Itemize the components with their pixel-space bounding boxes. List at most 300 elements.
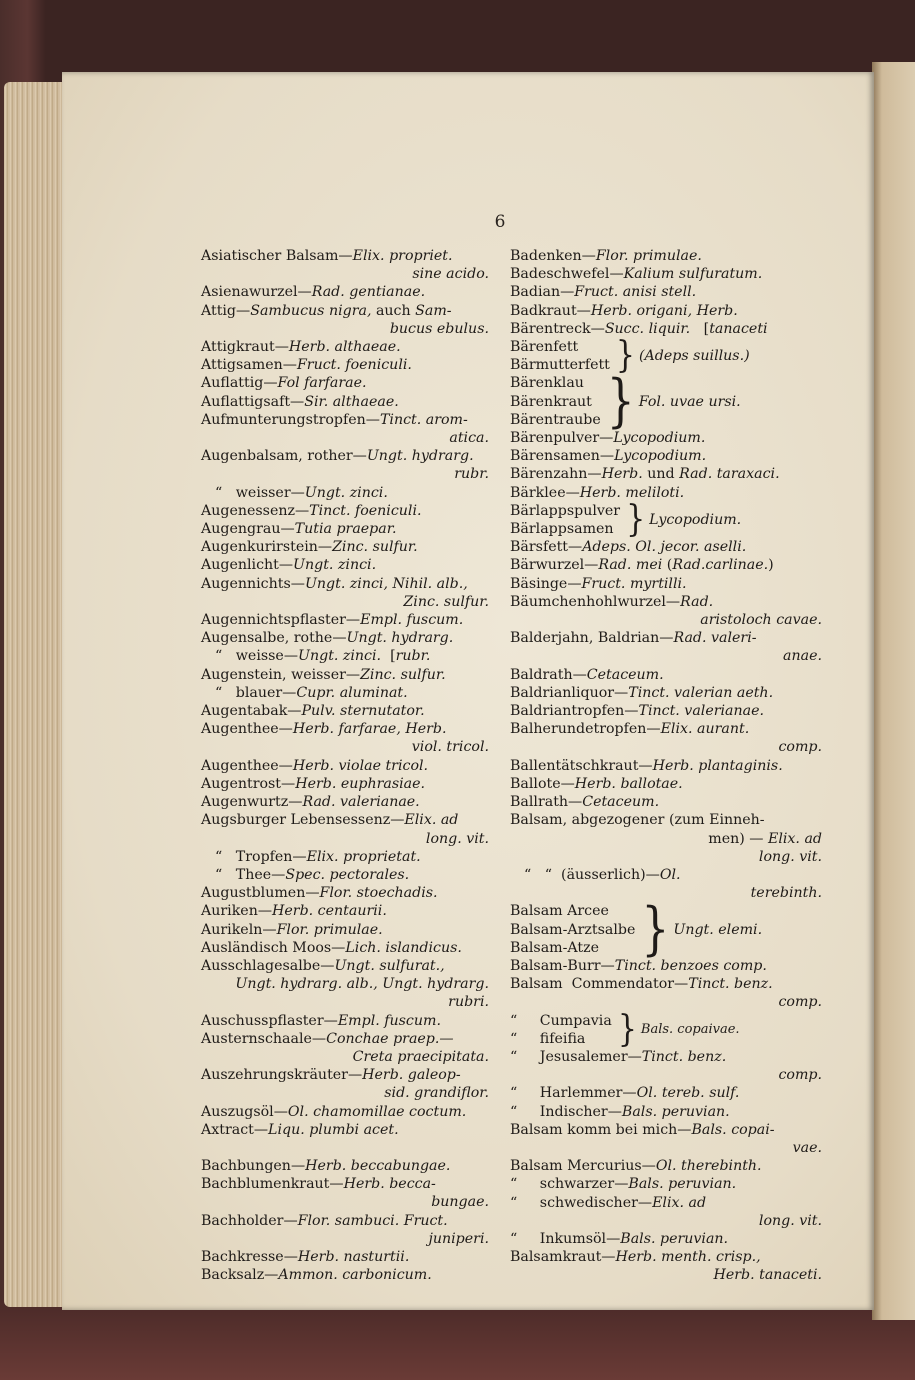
entry-reference: Pulv. sternutator. bbox=[301, 703, 425, 720]
entry-line bbox=[201, 447, 489, 465]
entry-line bbox=[201, 356, 489, 374]
entry-term: Bachblumenkraut— bbox=[201, 1176, 344, 1193]
brace-entry bbox=[510, 895, 822, 963]
right-column bbox=[510, 247, 822, 1285]
entry-term: Badeschwefel— bbox=[510, 266, 624, 283]
entry-term: Auschusspflaster— bbox=[201, 1012, 338, 1029]
entry-reference: Tinct. arom- bbox=[379, 411, 468, 428]
entry-reference: long. vit. bbox=[758, 1212, 822, 1229]
entry-reference: Empl. fuscum. bbox=[360, 612, 464, 629]
entry-term: Bärwurzel— bbox=[510, 557, 599, 574]
entry-line bbox=[201, 320, 489, 338]
entry-line bbox=[201, 1066, 489, 1084]
entry-term: Balherundetropfen— bbox=[510, 721, 661, 738]
entry-term: Augenthee— bbox=[201, 721, 293, 738]
entry-line bbox=[201, 411, 489, 429]
entry-line bbox=[201, 902, 489, 920]
entry-reference: terebinth. bbox=[750, 885, 822, 902]
entry-line bbox=[510, 866, 822, 884]
entry-term: Badkraut— bbox=[510, 302, 591, 319]
entry-term: Augensalbe, rothe— bbox=[201, 630, 347, 647]
entry-term: Bachkresse— bbox=[201, 1248, 298, 1265]
entry-line bbox=[510, 702, 822, 720]
entry-line bbox=[201, 993, 489, 1011]
entry-reference: Cetaceum. bbox=[582, 794, 660, 811]
entry-term: Bärklee— bbox=[510, 484, 580, 501]
entry-term: Attigkraut— bbox=[201, 339, 289, 356]
entry-term: Baldrath— bbox=[510, 666, 587, 683]
entry-reference: vae. bbox=[792, 1139, 822, 1156]
entry-reference: comp. bbox=[778, 1067, 822, 1084]
entry-reference: Sir. althaeae. bbox=[304, 393, 399, 410]
entry-reference: sine acido. bbox=[412, 266, 489, 283]
entry-line bbox=[201, 1230, 489, 1248]
entry-reference: sid. grandiflor. bbox=[384, 1085, 489, 1102]
brace-symbol: } bbox=[606, 367, 635, 435]
entry-line bbox=[510, 1084, 822, 1102]
entry-reference: comp. bbox=[778, 994, 822, 1011]
entry-reference: Herb. farfarae, Herb. bbox=[292, 721, 447, 738]
entry-line bbox=[510, 975, 822, 993]
entry-reference: Ungt. hydrarg. bbox=[346, 630, 454, 647]
entry-reference: Zinc. sulfur. bbox=[403, 593, 489, 610]
entry-reference: Tinct. valerian aeth. bbox=[628, 684, 774, 701]
entry-term: Balsam, abgezogener (zum Einneh- bbox=[510, 812, 765, 829]
entry-term: Balsamkraut— bbox=[510, 1249, 616, 1266]
entry-term: Balsam komm bei mich— bbox=[510, 1121, 692, 1138]
entry-reference: comp. bbox=[778, 739, 822, 756]
entry-line bbox=[510, 775, 822, 793]
entry-line bbox=[510, 283, 822, 301]
entry-reference: Herb. nasturtii. bbox=[297, 1248, 410, 1265]
entry-term: Augenstein, weisser— bbox=[201, 666, 361, 683]
brace-item: Balsam Arcee bbox=[510, 903, 609, 920]
entry-line bbox=[201, 1266, 489, 1284]
entry-term: Attigsamen— bbox=[201, 357, 297, 374]
entry-line bbox=[510, 647, 822, 665]
entry-term: “ Thee— bbox=[215, 866, 286, 883]
entry-reference: viol. tricol. bbox=[411, 739, 489, 756]
entry-reference: Herb. galeop- bbox=[362, 1067, 461, 1084]
entry-reference: Ungt. hydrarg. alb., Ungt. hydrarg. bbox=[235, 976, 489, 993]
entry-term: Ballrath— bbox=[510, 794, 583, 811]
entry-reference: Tinct. benz. bbox=[641, 1048, 727, 1065]
entry-term: Auflattig— bbox=[201, 375, 278, 392]
entry-reference: Elix. aurant. bbox=[660, 721, 750, 738]
page-number: 6 bbox=[494, 212, 506, 232]
entry-reference: Elix. propriet. bbox=[352, 248, 453, 264]
entry-line bbox=[510, 1103, 822, 1121]
entry-reference: Elix. ad bbox=[404, 812, 459, 829]
brace-entry bbox=[510, 334, 822, 377]
entry-reference: Rad.carlinae. bbox=[672, 557, 769, 574]
entry-term: Bärensamen— bbox=[510, 448, 615, 465]
entry-term: men) — bbox=[708, 830, 768, 847]
entry-reference: Lich. islandicus. bbox=[345, 939, 462, 956]
entry-term: Augennichts— bbox=[201, 575, 305, 592]
entry-reference: tanaceti bbox=[709, 320, 768, 337]
entry-reference: Ungt. zinci. bbox=[298, 648, 382, 665]
entry-reference: Herb. meliloti. bbox=[579, 484, 685, 501]
left-column bbox=[201, 247, 489, 1284]
entry-reference: Ol. bbox=[659, 866, 681, 883]
entry-reference: Herb. euphrasiae. bbox=[295, 775, 426, 792]
entry-term: Attig— bbox=[201, 302, 251, 319]
entry-term: Balsam-Burr— bbox=[510, 957, 615, 974]
entry-term: Ballote— bbox=[510, 775, 575, 792]
entry-reference: Bals. peruvian. bbox=[620, 1230, 729, 1247]
entry-reference: Tutia praepar. bbox=[294, 521, 397, 538]
entry-term: Bärentreck— bbox=[510, 320, 605, 337]
entry-reference: Ungt. zinci. bbox=[293, 557, 377, 574]
entry-reference: Rad. bbox=[680, 593, 714, 610]
entry-term: Bäumchenhohlwurzel— bbox=[510, 593, 681, 610]
entry-line bbox=[201, 1193, 489, 1211]
entry-line bbox=[201, 811, 489, 829]
entry-line bbox=[201, 1212, 489, 1230]
section-gap bbox=[201, 1139, 489, 1157]
entry-line bbox=[201, 538, 489, 556]
entry-reference: Elix. ad bbox=[652, 1194, 707, 1211]
entry-term: Ballentätschkraut— bbox=[510, 757, 653, 774]
entry-reference: Empl. fuscum. bbox=[337, 1012, 441, 1029]
brace-item: Balsam-Atze bbox=[510, 939, 599, 956]
entry-term: “ “ (äusserlich)— bbox=[524, 866, 660, 883]
entry-line bbox=[510, 629, 822, 647]
entry-line bbox=[510, 757, 822, 775]
entry-line bbox=[201, 1103, 489, 1121]
entry-reference: bucus ebulus. bbox=[389, 320, 489, 337]
entry-line bbox=[510, 684, 822, 702]
entry-line bbox=[510, 1121, 822, 1139]
entry-term: Augenbalsam, rother— bbox=[201, 448, 367, 465]
entry-line bbox=[201, 429, 489, 447]
entry-reference: juniperi. bbox=[428, 1230, 489, 1247]
entry-line bbox=[510, 465, 822, 483]
brace-item: Bärlappspulver bbox=[510, 502, 621, 519]
entry-line bbox=[510, 793, 822, 811]
entry-reference: Herb. menth. crisp., bbox=[615, 1249, 761, 1266]
entry-reference: Bals. copaivae. bbox=[640, 1021, 740, 1037]
entry-line bbox=[510, 575, 822, 593]
entry-reference: Herb. becca- bbox=[343, 1176, 436, 1193]
entry-term: Bäsinge— bbox=[510, 575, 582, 592]
entry-line bbox=[201, 775, 489, 793]
entry-line bbox=[201, 629, 489, 647]
entry-term: Auriken— bbox=[201, 903, 273, 920]
entry-reference: Herb. centaurii. bbox=[272, 903, 387, 920]
entry-term: “ schwedischer— bbox=[510, 1194, 653, 1211]
entry-line bbox=[510, 247, 822, 265]
entry-reference: Rad. valerianae. bbox=[302, 794, 420, 811]
entry-line bbox=[201, 793, 489, 811]
entry-reference: Flor. primulae. bbox=[276, 921, 383, 938]
entry-term: Asiatischer Balsam— bbox=[201, 248, 353, 264]
entry-line bbox=[201, 1012, 489, 1030]
entry-reference: Fruct. anisi stell. bbox=[574, 284, 697, 301]
entry-line bbox=[201, 939, 489, 957]
entry-line bbox=[201, 484, 489, 502]
entry-line bbox=[201, 684, 489, 702]
brace-symbol: } bbox=[626, 498, 646, 541]
entry-term: Augentrost— bbox=[201, 775, 296, 792]
entry-term: Augennichtspflaster— bbox=[201, 612, 361, 629]
entry-term: Bärsfett— bbox=[510, 539, 583, 556]
entry-term: Augenkurirstein— bbox=[201, 539, 333, 556]
brace-symbol: } bbox=[617, 1008, 637, 1051]
entry-line bbox=[201, 720, 489, 738]
entry-reference: Ungt. elemi. bbox=[673, 921, 763, 938]
entry-line bbox=[510, 1194, 822, 1212]
entry-reference: Ungt. sulfurat., bbox=[334, 957, 445, 974]
entry-term: ) bbox=[768, 557, 774, 574]
entry-line bbox=[201, 866, 489, 884]
entry-reference: aristoloch cavae. bbox=[700, 612, 822, 629]
entry-reference: Ammon. carbonicum. bbox=[278, 1267, 432, 1284]
brace-entry bbox=[510, 367, 822, 435]
entry-line bbox=[510, 611, 822, 629]
entry-reference: Fol. uvae ursi. bbox=[638, 393, 741, 410]
entry-reference: Lycopodium. bbox=[613, 430, 706, 447]
entry-reference: Rad. valeri- bbox=[673, 630, 757, 647]
entry-term: “ Tropfen— bbox=[215, 848, 307, 865]
entry-line bbox=[510, 429, 822, 447]
entry-term: Bärenzahn— bbox=[510, 466, 602, 483]
entry-line bbox=[201, 575, 489, 593]
entry-reference: anae. bbox=[783, 648, 822, 665]
entry-reference: bungae. bbox=[431, 1194, 489, 1211]
entry-reference: Conchae praep.— bbox=[326, 1030, 454, 1047]
entry-reference: Adeps. Ol. jecor. aselli. bbox=[582, 539, 747, 556]
brace-item: Bärentraube bbox=[510, 411, 601, 428]
entry-reference: Fruct. foeniculi. bbox=[296, 357, 412, 374]
brace-item: “ fifeifia bbox=[510, 1030, 586, 1047]
entry-line bbox=[510, 1230, 822, 1248]
entry-reference: Cetaceum. bbox=[586, 666, 664, 683]
entry-line bbox=[201, 393, 489, 411]
entry-line bbox=[201, 611, 489, 629]
entry-reference: Herb. origani, Herb. bbox=[590, 302, 738, 319]
entry-term: “ blauer— bbox=[215, 684, 297, 701]
entry-term: Aufmunterungstropfen— bbox=[201, 411, 380, 428]
facing-page-edge bbox=[872, 62, 915, 1320]
entry-term: Balsam Mercurius— bbox=[510, 1158, 656, 1175]
entry-term: Baldriantropfen— bbox=[510, 703, 639, 720]
entry-reference: rubr. bbox=[454, 466, 489, 483]
entry-term: auch bbox=[371, 302, 416, 319]
entry-line bbox=[510, 538, 822, 556]
entry-reference: (Adeps suillus.) bbox=[638, 348, 750, 365]
entry-line bbox=[201, 1157, 489, 1175]
entry-line bbox=[201, 702, 489, 720]
entry-term: “ weisse— bbox=[215, 648, 299, 665]
entry-term: und bbox=[642, 466, 680, 483]
entry-term: Augustblumen— bbox=[201, 885, 320, 902]
entry-term: “ Inkumsöl— bbox=[510, 1230, 621, 1247]
entry-reference: Herb. bbox=[601, 466, 643, 483]
entry-term: Augsburger Lebensessenz— bbox=[201, 812, 405, 829]
entry-reference: Fruct. myrtilli. bbox=[581, 575, 687, 592]
entry-reference: Herb. ballotae. bbox=[574, 775, 683, 792]
entry-line bbox=[201, 1084, 489, 1102]
entry-reference: Succ. liquir. bbox=[604, 320, 691, 337]
entry-reference: Rad. gentianae. bbox=[311, 284, 426, 301]
entry-term: Augentabak— bbox=[201, 703, 302, 720]
entry-reference: Liqu. plumbi acet. bbox=[268, 1121, 399, 1138]
entry-line bbox=[510, 302, 822, 320]
entry-line bbox=[201, 338, 489, 356]
entry-reference: Kalium sulfuratum. bbox=[623, 266, 763, 283]
entry-line bbox=[201, 757, 489, 775]
entry-line bbox=[201, 830, 489, 848]
entry-line bbox=[201, 921, 489, 939]
entry-reference: Herb. tanaceti. bbox=[713, 1267, 822, 1284]
entry-term: Balsam Commendator— bbox=[510, 976, 689, 993]
entry-reference: atica. bbox=[449, 430, 489, 447]
entry-term: “ Jesusalemer— bbox=[510, 1048, 642, 1065]
entry-term: Axtract— bbox=[201, 1121, 269, 1138]
entry-reference: Ol. tereb. sulf. bbox=[636, 1085, 740, 1102]
entry-reference: Bals. peruvian. bbox=[628, 1176, 737, 1193]
entry-term: Bachholder— bbox=[201, 1212, 298, 1229]
entry-reference: Bals. peruvian. bbox=[621, 1103, 730, 1120]
entry-line bbox=[201, 556, 489, 574]
entry-term: Auszehrungskräuter— bbox=[201, 1067, 363, 1084]
entry-term: Asienawurzel— bbox=[201, 284, 312, 301]
entry-term: Ausschlagesalbe— bbox=[201, 957, 335, 974]
entry-reference: Flor. sambuci. Fruct. bbox=[297, 1212, 448, 1229]
entry-line bbox=[201, 283, 489, 301]
entry-reference: Cupr. aluminat. bbox=[296, 684, 408, 701]
entry-term: [ bbox=[381, 648, 396, 665]
book-cover-bottom bbox=[0, 1300, 915, 1380]
entry-line bbox=[510, 720, 822, 738]
entry-line bbox=[510, 738, 822, 756]
entry-reference: Tinct. benzoes comp. bbox=[614, 957, 767, 974]
entry-line bbox=[201, 593, 489, 611]
entry-line bbox=[510, 265, 822, 283]
entry-reference: long. vit. bbox=[758, 848, 822, 865]
entry-term: “ Harlemmer— bbox=[510, 1085, 637, 1102]
entry-line bbox=[201, 502, 489, 520]
entry-line bbox=[510, 1066, 822, 1084]
brace-item: Bärmutterfett bbox=[510, 357, 610, 374]
entry-line bbox=[510, 1248, 822, 1266]
entry-reference: Tinct. valerianae. bbox=[638, 703, 764, 720]
entry-term: Badenken— bbox=[510, 248, 596, 264]
entry-reference: rubr. bbox=[395, 648, 431, 665]
entry-line bbox=[201, 302, 489, 320]
entry-line bbox=[201, 1048, 489, 1066]
entry-line bbox=[510, 1266, 822, 1284]
entry-reference: long. vit. bbox=[425, 830, 489, 847]
entry-term: Augengrau— bbox=[201, 521, 295, 538]
entry-reference: Elix. ad bbox=[768, 830, 822, 847]
entry-line bbox=[510, 1048, 822, 1066]
entry-line bbox=[510, 993, 822, 1011]
entry-term: [ bbox=[690, 320, 710, 337]
entry-line bbox=[510, 320, 822, 338]
entry-line bbox=[201, 848, 489, 866]
entry-term: Austernschaale— bbox=[201, 1030, 327, 1047]
entry-line bbox=[510, 666, 822, 684]
entry-reference: Herb. plantaginis. bbox=[652, 757, 783, 774]
entry-reference: Zinc. sulfur. bbox=[332, 539, 418, 556]
entry-line bbox=[201, 647, 489, 665]
brace-symbol: } bbox=[615, 334, 635, 377]
entry-reference: Fol farfarae. bbox=[277, 375, 367, 392]
brace-item: Balsam-Arztsalbe bbox=[510, 921, 636, 938]
entry-line bbox=[201, 1030, 489, 1048]
entry-reference: Elix. proprietat. bbox=[306, 848, 421, 865]
entry-reference: Herb. althaeae. bbox=[288, 339, 401, 356]
entry-line bbox=[510, 1139, 822, 1157]
entry-line bbox=[510, 593, 822, 611]
entry-line bbox=[201, 1248, 489, 1266]
entry-term: Badian— bbox=[510, 284, 575, 301]
entry-line bbox=[201, 520, 489, 538]
entry-term: Baldrianliquor— bbox=[510, 684, 629, 701]
entry-reference: Sam- bbox=[415, 302, 452, 319]
entry-reference: Ungt. hydrarg. bbox=[366, 448, 474, 465]
brace-entry bbox=[510, 498, 822, 541]
entry-reference: Rad. taraxaci. bbox=[679, 466, 780, 483]
entry-line bbox=[201, 738, 489, 756]
entry-line bbox=[201, 1175, 489, 1193]
entry-line bbox=[510, 447, 822, 465]
entry-reference: Spec. pectorales. bbox=[285, 866, 410, 883]
entry-reference: Lycopodium. bbox=[614, 448, 707, 465]
entry-reference: Bals. copai- bbox=[691, 1121, 775, 1138]
entry-term: Augenessenz— bbox=[201, 502, 310, 519]
entry-term: Augenwurtz— bbox=[201, 794, 303, 811]
entry-line bbox=[201, 975, 489, 993]
entry-term: Balderjahn, Baldrian— bbox=[510, 630, 674, 647]
entry-reference: Lycopodium. bbox=[649, 511, 742, 528]
entry-reference: Ol. chamomillae coctum. bbox=[287, 1103, 467, 1120]
entry-term: Aurikeln— bbox=[201, 921, 277, 938]
entry-term: “ schwarzer— bbox=[510, 1176, 629, 1193]
entry-reference: Ungt. zinci, Nihil. alb., bbox=[304, 575, 468, 592]
entry-reference: Tinct. foeniculi. bbox=[309, 502, 422, 519]
entry-line bbox=[201, 465, 489, 483]
brace-item: Bärenkraut bbox=[510, 393, 592, 410]
entry-reference: Flor. stoechadis. bbox=[319, 885, 438, 902]
entry-line bbox=[510, 1212, 822, 1230]
entry-term: ( bbox=[662, 557, 673, 574]
entry-term: Ausländisch Moos— bbox=[201, 939, 346, 956]
entry-reference: Zinc. sulfur. bbox=[360, 666, 446, 683]
entry-term: Augenlicht— bbox=[201, 557, 294, 574]
entry-reference: Tinct. benz. bbox=[688, 976, 773, 993]
entry-line bbox=[510, 1175, 822, 1193]
entry-reference: Herb. violae tricol. bbox=[292, 757, 429, 774]
entry-reference: Creta praecipitata. bbox=[352, 1048, 489, 1065]
entry-term: Auflattigsaft— bbox=[201, 393, 305, 410]
entry-line bbox=[510, 811, 822, 829]
entry-line bbox=[201, 884, 489, 902]
brace-item: Bärlappsamen bbox=[510, 521, 614, 538]
entry-reference: Herb. beccabungae. bbox=[305, 1157, 451, 1174]
entry-line bbox=[510, 484, 822, 502]
brace-item: Bärenklau bbox=[510, 375, 584, 392]
entry-reference: Rad. mei bbox=[598, 557, 663, 574]
entry-term: Augenthee— bbox=[201, 757, 293, 774]
entry-line bbox=[510, 556, 822, 574]
entry-line bbox=[201, 265, 489, 283]
entry-line bbox=[510, 1157, 822, 1175]
brace-entry bbox=[510, 1008, 822, 1051]
